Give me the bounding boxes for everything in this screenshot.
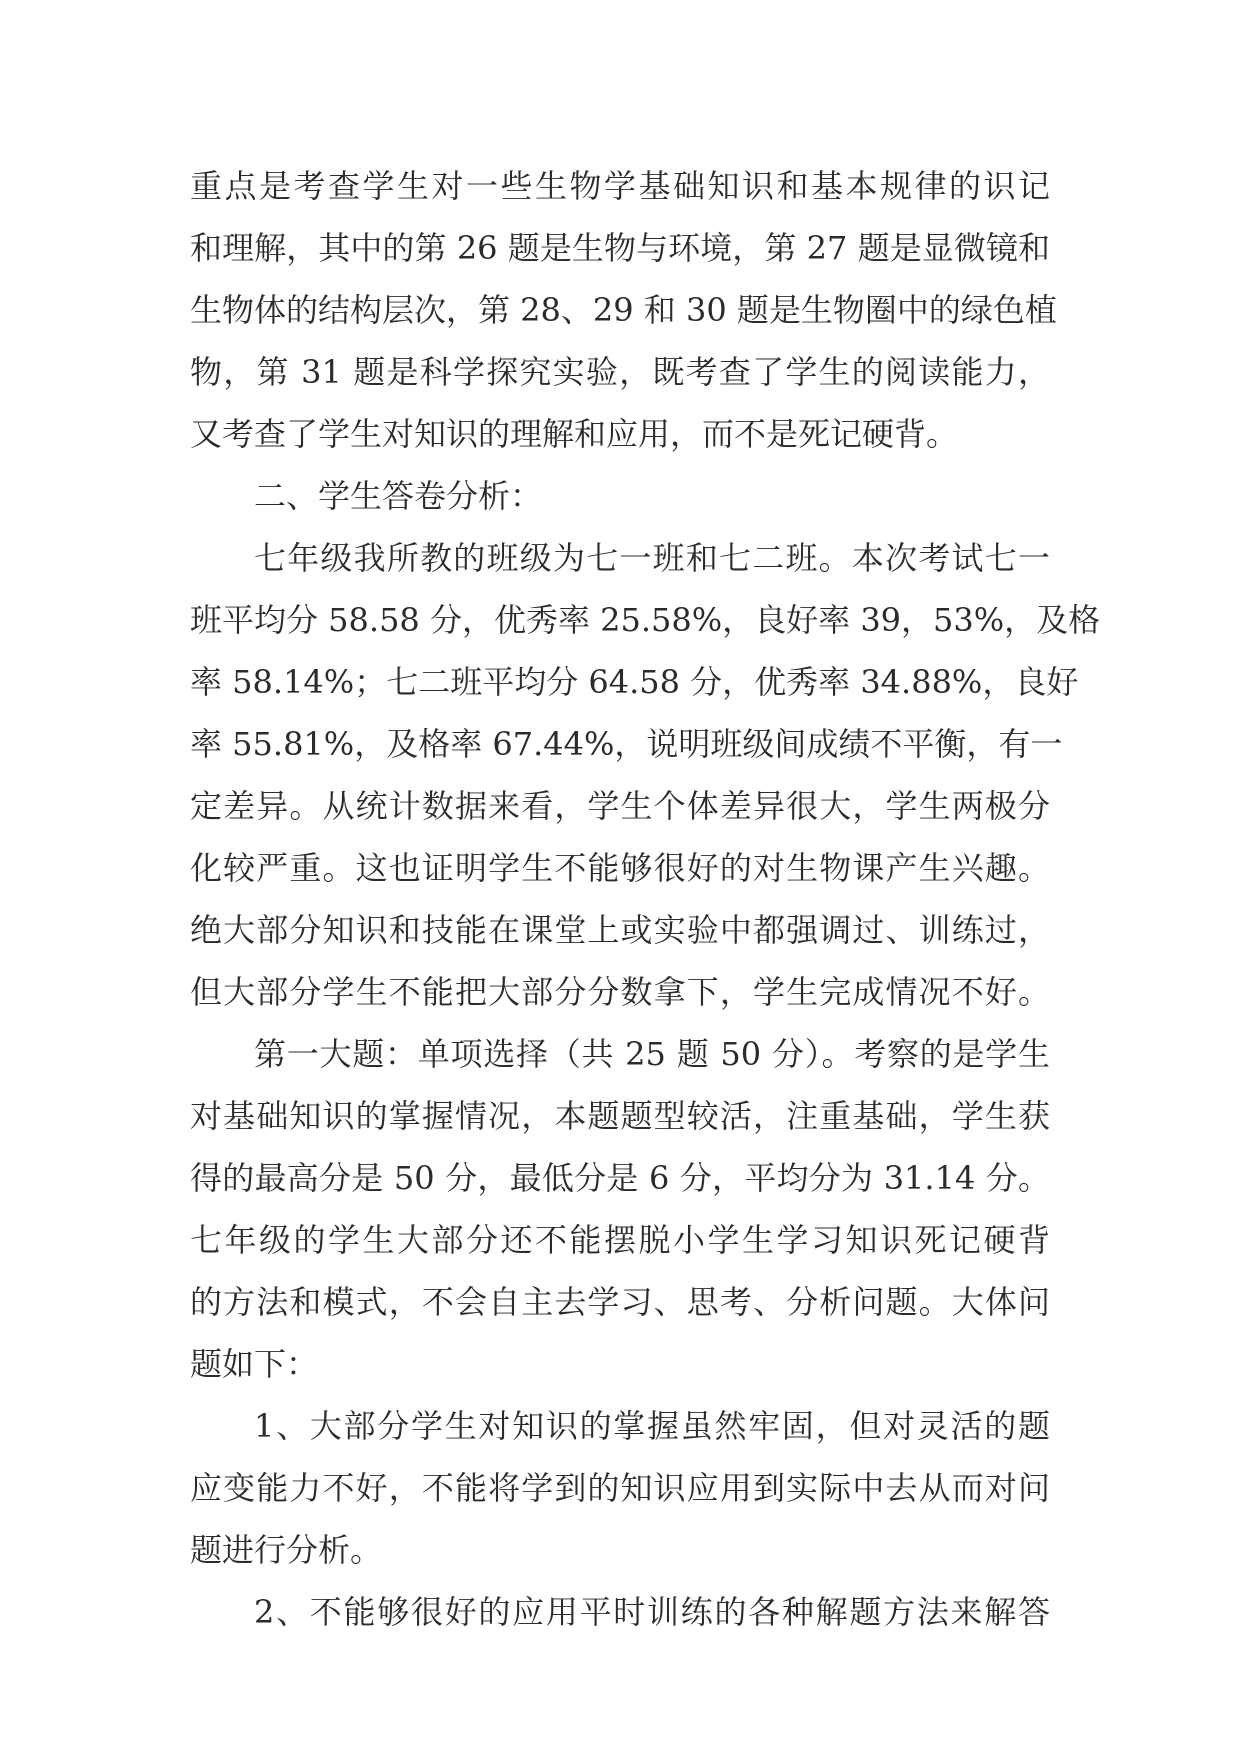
paragraph-line: 率 58.14%；七二班平均分 64.58 分，优秀率 34.88%，良好 [190,663,1079,701]
paragraph-line: 第一大题：单项选择（共 25 题 50 分）。考察的是学生 [254,1035,1050,1073]
paragraph-line: 对基础知识的掌握情况，本题题型较活，注重基础，学生获 [190,1097,1050,1135]
paragraph-line: 生物体的结构层次，第 28、29 和 30 题是生物圈中的绿色植 [190,291,1057,329]
paragraph-line: 的方法和模式，不会自主去学习、思考、分析问题。大体问 [190,1283,1050,1321]
paragraph-line: 又考查了学生对知识的理解和应用，而不是死记硬背。 [190,415,959,453]
paragraph-line: 但大部分学生不能把大部分分数拿下，学生完成情况不好。 [190,973,1050,1011]
list-item-line: 2、不能够很好的应用平时训练的各种解题方法来解答 [254,1593,1050,1631]
section-heading: 二、学生答卷分析： [254,477,543,515]
list-item-line: 应变能力不好，不能将学到的知识应用到实际中去从而对问 [190,1469,1050,1507]
paragraph-line: 定差异。从统计数据来看，学生个体差异很大，学生两极分 [190,787,1050,825]
paragraph-line: 班平均分 58.58 分，优秀率 25.58%，良好率 39，53%，及格 [190,601,1101,639]
paragraph-line: 物，第 31 题是科学探究实验，既考查了学生的阅读能力， [190,353,1050,391]
paragraph-line: 和理解，其中的第 26 题是生物与环境，第 27 题是显微镜和 [190,229,1050,267]
paragraph-line: 化较严重。这也证明学生不能够很好的对生物课产生兴趣。 [190,849,1050,887]
list-item-line: 题进行分析。 [190,1531,383,1569]
list-item-line: 1、大部分学生对知识的掌握虽然牢固，但对灵活的题 [254,1407,1050,1445]
paragraph-line: 重点是考查学生对一些生物学基础知识和基本规律的识记 [190,167,1050,205]
paragraph-line: 率 55.81%，及格率 67.44%，说明班级间成绩不平衡，有一 [190,725,1063,763]
paragraph-line: 题如下： [190,1345,319,1383]
paragraph-line: 七年级我所教的班级为七一班和七二班。本次考试七一 [254,539,1050,577]
paragraph-line: 得的最高分是 50 分，最低分是 6 分，平均分为 31.14 分。 [190,1159,1050,1197]
paragraph-line: 七年级的学生大部分还不能摆脱小学生学习知识死记硬背 [190,1221,1050,1259]
paragraph-line: 绝大部分知识和技能在课堂上或实验中都强调过、训练过， [190,911,1050,949]
